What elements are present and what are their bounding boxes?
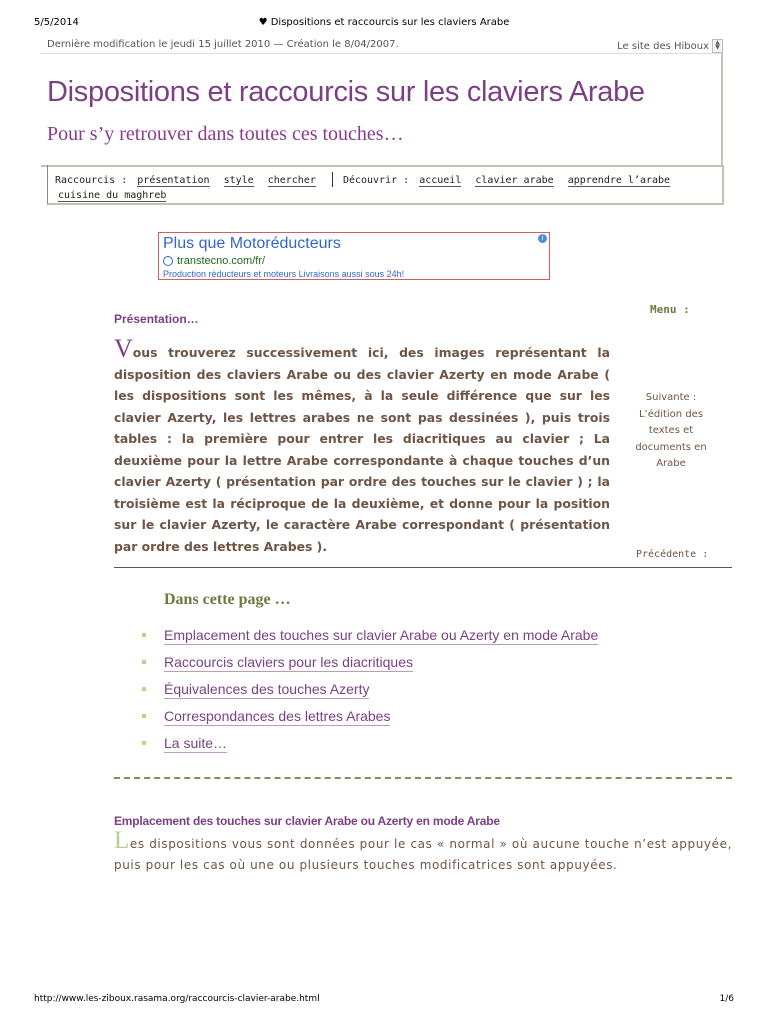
nav-link-style[interactable]: style <box>223 174 254 186</box>
section2-dropcap: L <box>114 827 130 854</box>
print-header <box>34 17 734 31</box>
toc-item <box>142 625 598 652</box>
side-next-link[interactable] <box>628 390 714 473</box>
site-selector-label: Le site des Hiboux <box>617 40 709 52</box>
nav-link-apprendre-arabe[interactable]: apprendre l’arabe <box>567 174 671 186</box>
site-selector[interactable] <box>617 39 723 53</box>
presentation-dropcap: V <box>114 334 133 363</box>
nav-link-cuisine-maghreb[interactable]: cuisine du maghreb <box>58 190 167 201</box>
print-page-number: 1/6 <box>719 994 734 1004</box>
site-header <box>41 53 723 167</box>
side-prev-label[interactable]: Précédente : <box>636 549 709 560</box>
toc-link-correspondances[interactable]: Correspondances des lettres Arabes <box>164 708 391 724</box>
toc-item <box>142 733 598 760</box>
ad-url-row[interactable] <box>163 255 265 267</box>
print-footer <box>34 994 734 1008</box>
ad-url[interactable]: transtecno.com/fr/ <box>177 255 266 267</box>
toc-link-diacritiques[interactable]: Raccourcis claviers pour les diacritiques <box>164 654 413 670</box>
print-page-title: ♥ Dispositions et raccourcis sur les claviers Arabe <box>258 17 510 28</box>
nav-decouvrir-label: Découvrir : <box>342 174 410 186</box>
toc-title: Dans cette page … <box>164 591 291 608</box>
ad-banner[interactable] <box>158 232 550 280</box>
section-divider <box>114 567 732 568</box>
side-next-text[interactable]: L’édition des textes et documents en Arabe <box>635 408 707 469</box>
top-bar <box>47 39 723 53</box>
toc-link-equivalences[interactable]: Équivalences des touches Azerty <box>164 681 370 697</box>
site-subtitle: Pour s’y retrouver dans toutes ces touches… <box>47 123 404 145</box>
section2-text <box>114 827 732 876</box>
nav-link-accueil[interactable]: accueil <box>419 174 462 186</box>
toc-item <box>142 706 598 733</box>
print-date: 5/5/2014 <box>34 17 79 28</box>
section2-heading: Emplacement des touches sur clavier Arabe ou Azerty en mode Arabe <box>114 814 500 828</box>
nav-raccourcis-label: Raccourcis : <box>55 174 128 186</box>
presentation-heading: Présentation… <box>114 312 199 326</box>
side-next-label: Suivante : <box>645 392 697 403</box>
toc-item <box>142 652 598 679</box>
presentation-body: ous trouverez successivement ici, des images représentant la disposition des claviers Arabe ou des clavier Azerty en mode Arabe ( les dispositions sont les mêmes, à la seule différence que sur les clavier Azerty, les lettres arabes ne sont pas dessinées ), puis trois tables : la première pour entrer les diacritiques au clavier ; La deuxième pour la lettre Arabe correspondante à chaque touches d’un clavier Azerty ( présentation par ordre des touches sur le clavier ) ; la troisième est la réciproque de la deuxième, et donne pour la position sur le clavier Azerty, le caractère Arabe correspondant ( présentation par ordre des lettres Arabes ). <box>114 345 610 554</box>
section2-body: es dispositions vous sont données pour le cas « normal » où aucune touche n’est appuyée, puis pour les cas où une ou plusieurs touches modificatrices sont appuyées. <box>114 837 732 872</box>
nav-link-clavier-arabe[interactable]: clavier arabe <box>475 174 554 186</box>
dashed-divider <box>114 777 732 779</box>
toc-list <box>142 625 598 760</box>
presentation-text <box>114 334 610 557</box>
site-title: Dispositions et raccourcis sur les claviers Arabe <box>47 76 645 108</box>
toc-link-la-suite[interactable]: La suite… <box>164 735 228 751</box>
nav-divider <box>332 172 333 187</box>
nav-bar <box>47 165 724 205</box>
toc-link-emplacement[interactable]: Emplacement des touches sur clavier Arabe ou Azerty en mode Arabe <box>164 627 599 643</box>
nav-link-chercher[interactable]: chercher <box>267 174 316 186</box>
nav-link-presentation[interactable]: présentation <box>137 174 210 186</box>
print-url: http://www.les-ziboux.rasama.org/raccourcis-clavier-arabe.html <box>34 994 320 1004</box>
toc-item <box>142 679 598 706</box>
ad-info-icon[interactable]: i <box>538 234 547 243</box>
select-arrows-icon[interactable]: ▲ ▼ <box>712 39 723 53</box>
ad-description: Production réducteurs et moteurs Livraisons aussi sous 24h! <box>163 269 405 279</box>
ad-title[interactable]: Plus que Motoréducteurs <box>163 235 341 252</box>
globe-icon <box>163 256 173 266</box>
side-menu-title: Menu : <box>650 303 690 316</box>
last-modified-text: Dernière modification le jeudi 15 juillet 2010 — Création le 8/04/2007. <box>47 39 399 50</box>
